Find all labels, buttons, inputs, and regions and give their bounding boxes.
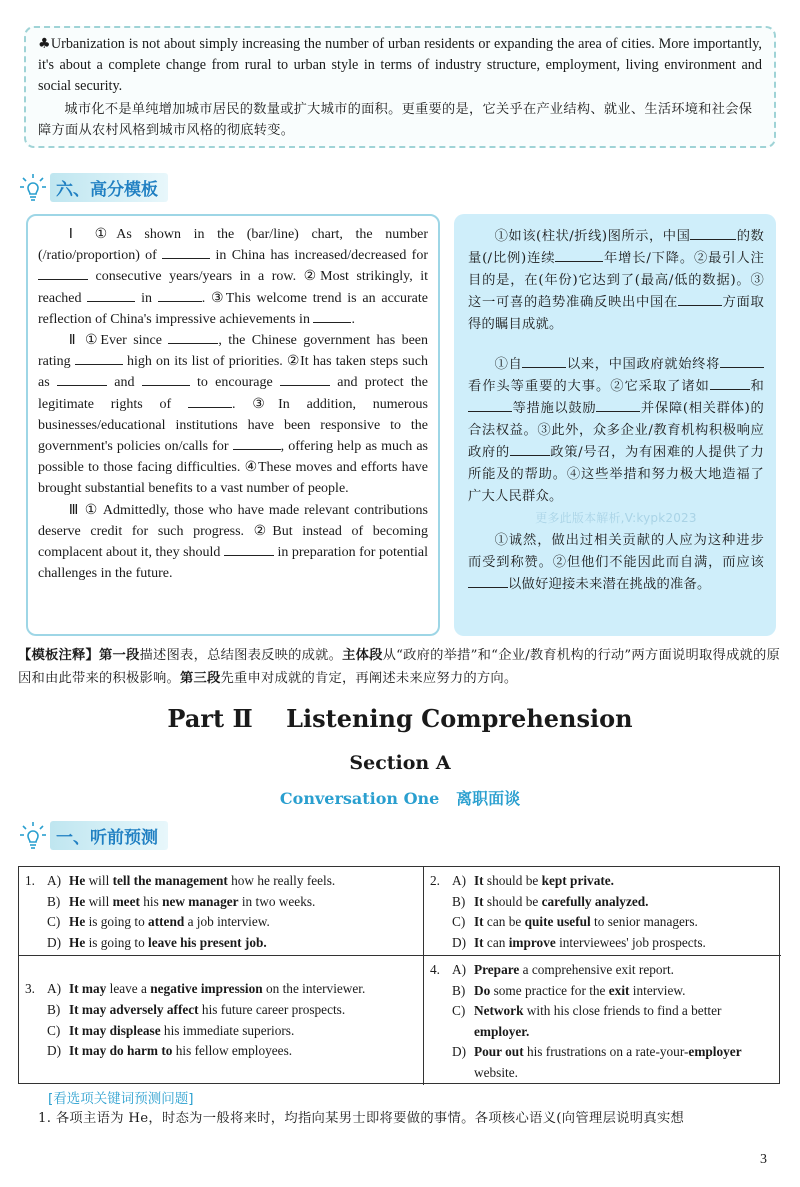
- note-chinese: 城市化不是单纯增加城市居民的数量或扩大城市的面积。更重要的是，它关乎在产业结构、就业、生活环境和社会保障方面从农村风格到城市风格的彻底转变。: [38, 102, 753, 138]
- q1-option-d: D) He is going to leave his present job.: [47, 934, 267, 950]
- question-table: [18, 866, 780, 1084]
- q4-option-a: 4. A) Prepare a comprehensive exit report.: [430, 962, 674, 977]
- template-zh-paragraph-2: ①自 以来，中国政府就始终将看作头等重要的大事。②它采取了诸如 和等措施以鼓励 并保障(相关群体)的合法权益。③此外，众多企业/教育机构积极响应政府的 政策/号召，为有困难的人提供了力所能及的帮助。④这些举措和努力极大地造福了广大人民群众。: [468, 354, 764, 508]
- club-icon: ♣: [38, 36, 51, 52]
- section-six-label: 六、高分模板: [50, 173, 168, 202]
- template-chinese: [454, 214, 776, 636]
- lightbulb-icon: [18, 172, 48, 202]
- q4-option-c: C) Network with his close friends to find a better employer.: [452, 1003, 722, 1039]
- section-six-heading: [18, 172, 168, 202]
- watermark: 更多此版本解析,V:kypk2023: [535, 511, 697, 525]
- q2-option-d: D) It can improve interviewees' job prospects.: [452, 934, 706, 950]
- section-one-label: 一、听前预测: [50, 821, 168, 850]
- template-zh-paragraph-1: ①如该(柱状/折线)图所示，中国 的数量(/比例)连续 年增长/下降。②最引人注目的是，在(年份)它达到了(最高/低的数据)。③这一可喜的趋势准确反映出中国在 方面取得的瞩目成就。: [468, 226, 764, 336]
- note-english: [38, 34, 762, 97]
- note-box: [24, 26, 776, 148]
- note-english-text: Urbanization is not about simply increasing the number of urban residents or expanding the area of cities. More importantly, it's about a complete change from rural to urban style in terms of industry structure, employment, living environment and social security.: [38, 36, 762, 94]
- q1-option-b: B) He will meet his new manager in two weeks.: [47, 893, 316, 909]
- q4-option-b: B) Do some practice for the exit interview.: [452, 982, 686, 998]
- lightbulb-icon: [18, 820, 48, 850]
- template-en-paragraph-3: Ⅲ ① Admittedly, those who have made relevant contributions deserve credit for such progress. ②But instead of becoming complacent about it, they should in preparation for potential challenges in the future.: [38, 502, 428, 582]
- template-english: [26, 214, 440, 636]
- q2-option-a: 2. A) It should be kept private.: [430, 873, 614, 888]
- q3-option-a: 3. A) It may leave a negative impression on the interviewer.: [25, 981, 366, 997]
- q2-option-c: C) It can be quite useful to senior managers.: [452, 914, 698, 930]
- question-3: [19, 956, 423, 1085]
- question-4: [423, 956, 781, 1085]
- question-1: [19, 867, 423, 956]
- hint-text: 1. 各项主语为 He，时态为一般将来时，均指向某男士即将要做的事情。各项核心语义(向管理层说明真实想: [38, 1111, 685, 1126]
- q2-option-b: B) It should be carefully analyzed.: [452, 893, 649, 909]
- section-one-heading: [18, 820, 168, 850]
- q3-option-d: D) It may do harm to his fellow employees.: [47, 1043, 293, 1059]
- section-title: Section A: [349, 752, 451, 774]
- template-en-paragraph-2: Ⅱ ①Ever since , the Chinese government has been rating high on its list of priorities. ②It has taken steps such as and to encourage and protect the legitimate rights of . ③In addition, numerous businesses/educational institutions have been responsive to the government's policies on/calls for , offering help as much as possible to those facing difficulties. ④These moves and efforts have brought substantial benefits to a vast number of people.: [38, 330, 428, 500]
- hint-title: [看选项关键词预测问题]: [48, 1091, 194, 1107]
- q3-option-b: B) It may adversely affect his future career prospects.: [47, 1001, 346, 1017]
- q4-option-d: D) Pour out his frustrations on a rate-your-employer website.: [452, 1044, 742, 1080]
- conversation-title: Conversation One 离职面谈: [279, 789, 521, 808]
- q1-option-c: C) He is going to attend a job interview.: [47, 914, 270, 930]
- q3-option-c: C) It may displease his immediate superiors.: [47, 1022, 295, 1038]
- template-en-paragraph-1: Ⅰ ①As shown in the (bar/line) chart, the number (/ratio/proportion) of in China has increased/decreased for consecutive years/years in a row. ②Most strikingly, it reached in . ③This welcome trend is an accurate reflection of China's impressive achievements in .: [38, 227, 428, 327]
- part-title: Part Ⅱ Listening Comprehension: [167, 704, 633, 733]
- page-number: 3: [760, 1152, 767, 1167]
- question-2: [423, 867, 781, 956]
- template-annotation: 【模板注释】第一段描述图表，总结图表反映的成就。主体段从“政府的举措”和“企业/教育机构的行动”两方面说明取得成就的原因和由此带来的积极影响。第三段先重申对成就的肯定，再阐述未来应努力的方向。: [18, 648, 780, 686]
- q1-option-a: 1. A) He will tell the management how he really feels.: [25, 873, 336, 888]
- template-zh-paragraph-3: ①诚然，做出过相关贡献的人应为这种进步而受到称赞。②但他们不能因此而自满，而应该以做好迎接未来潜在挑战的准备。: [468, 533, 764, 592]
